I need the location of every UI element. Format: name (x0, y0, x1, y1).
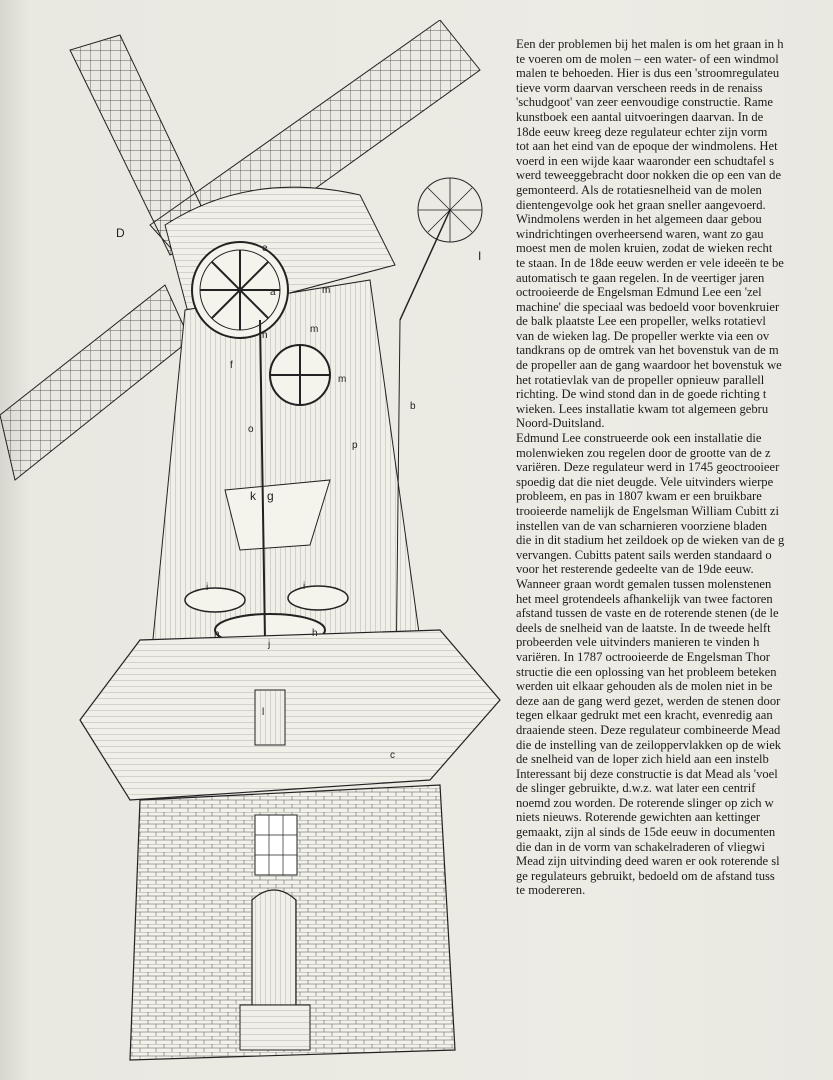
text-line: ge regulateurs gebruikt, bedoeld om de afstand tuss (516, 868, 775, 883)
label-c: c (390, 750, 395, 761)
label-D: D (116, 226, 125, 240)
text-line: de slinger gebruikte, d.w.z. wat later een centrif (516, 781, 756, 796)
text-line: de propeller aan de gang waardoor het bovenstuk we (516, 358, 782, 373)
text-line: werd teweeggebracht door nokken die op een van de (516, 168, 782, 183)
text-line: Mead zijn uitvinding deed waren er ook roterende sl (516, 854, 780, 869)
text-line: te modereren. (516, 883, 586, 898)
label-h-left: h (214, 629, 220, 640)
text-line: molenwieken zou regelen door de grootte van de z (516, 445, 771, 460)
text-line: Interessant bij deze constructie is dat Mead als 'voel (516, 766, 778, 781)
text-line: Wanneer graan wordt gemalen tussen molenstenen (516, 576, 772, 591)
text-line: tandkrans op de omtrek van het bovenstuk van de m (516, 343, 779, 358)
text-line: Een der problemen bij het malen is om het graan in h (516, 37, 784, 51)
text-line: malen te behoeden. Hier is dus een 'stroomregulateu (516, 66, 780, 81)
label-m-mid: m (310, 324, 319, 335)
text-line: te staan. In de 18de eeuw werden er vele ideeën te be (516, 255, 784, 270)
label-i-left: i (206, 582, 209, 593)
text-line: noemd zou worden. De roterende slinger op zich w (516, 795, 774, 810)
article-text-column (516, 37, 833, 898)
fantail-propeller (400, 178, 482, 320)
base-door (252, 890, 296, 1005)
text-line: die dan in de vorm van schakelraderen of vliegwi (516, 839, 765, 854)
text-line: Edmund Lee construeerde ook een installatie die (516, 431, 762, 446)
text-line: die de instelling van de zeiloppervlakken op de wiek (516, 737, 782, 752)
sail-left (0, 285, 190, 480)
text-line: 'schudgoot' van zeer eenvoudige constructie. Rame (516, 95, 774, 110)
text-line: het meel grotendeels afhankelijk van twee factoren (516, 591, 773, 606)
millstone-right (288, 586, 348, 610)
text-line: deze aan de gang werd gezet, werden de stenen door (516, 693, 781, 708)
label-I: I (478, 249, 482, 263)
label-e: e (262, 243, 268, 254)
label-o: o (248, 424, 254, 435)
text-line: trooieerde namelijk de Engelsman William Cubitt zi (516, 504, 779, 518)
text-line: probeerden vele uitvinders manieren te vinden h (516, 635, 760, 650)
text-line: van de wieken lag. De propeller werkte via een ov (516, 328, 770, 343)
label-g: g (267, 489, 274, 503)
text-line: octrooieerde de Engelsman Edmund Lee een 'zel (516, 285, 762, 300)
text-line: die in dit stadium het zeildoek op de wieken van de g (516, 533, 785, 548)
entrance-steps (240, 1005, 310, 1050)
text-line: instellen van de van scharnieren voorziene bladen (516, 518, 768, 533)
base-window (255, 815, 297, 875)
text-line: de balk plaatste Lee een propeller, welks rotatievl (516, 314, 766, 329)
text-line: Noord-Duitsland. (516, 416, 605, 431)
label-a: a (270, 287, 276, 298)
windmill-cutaway-illustration (0, 20, 510, 1065)
text-line: tieve vorm daarvan verscheen reeds in de renaiss (516, 80, 763, 95)
text-line: automatisch te gaan regelen. In de veertiger jaren (516, 270, 765, 285)
windmill-body (150, 280, 420, 670)
text-line: deels de snelheid van de laatste. In de tweede helft (516, 620, 771, 635)
text-line: structie die een oplossing van het probleem beteken (516, 664, 777, 679)
text-line: windrichtingen overheersend waren, want zo gau (516, 226, 764, 241)
text-line: dientengevolge ook het graan sneller aangevoerd. (516, 197, 766, 212)
text-line: werden uit elkaar gehouden als de molen niet in be (516, 679, 773, 694)
label-n: n (262, 330, 268, 341)
text-line: probleem, en pas in 1807 kwam er een bruikbare (516, 489, 762, 504)
text-line: tegen elkaar gedrukt met een kracht, evenredig aan (516, 708, 773, 723)
text-line: moest men de molen kruien, zodat de wieken recht (516, 241, 773, 256)
label-m-low: m (338, 374, 347, 385)
text-line: spoedig dat die niet deugde. Vele uitvinders wierpe (516, 474, 774, 489)
label-f: f (230, 360, 233, 371)
text-line: het rotatievlak van de propeller opnieuw parallell (516, 372, 765, 387)
label-l: l (262, 707, 265, 718)
text-line: niets nieuws. Roterende gewichten aan kettinger (516, 810, 761, 825)
text-line: gemaakt, zijn al sinds de 15de eeuw in documenten (516, 825, 776, 840)
text-line: de snelheid van de loper zich hield aan een instelb (516, 752, 769, 767)
label-p: p (352, 440, 358, 451)
text-line: afstand tussen de vaste en de roterende stenen (de le (516, 606, 779, 621)
text-line: Windmolens werden in het algemeen daar gebou (516, 212, 762, 227)
text-line: voor het resterende gedeelte van de 19de eeuw. (516, 562, 754, 577)
text-line: vervangen. Cubitts patent sails werden standaard o (516, 547, 772, 562)
text-line: kunstboek een aantal uitvoeringen daarvan. In de (516, 109, 764, 124)
label-b: b (410, 401, 416, 412)
wallower-gear (270, 345, 330, 405)
text-line: voerd in een wijde kaar waaronder een schudtafel s (516, 153, 775, 168)
text-line: variëren. Deze regulateur werd in 1745 geoctrooieer (516, 460, 780, 475)
millstone-left (185, 588, 245, 612)
text-line: tot aan het eind van de epoque der windmolens. Het (516, 139, 778, 154)
text-line: 18de eeuw kreeg deze regulateur echter zijn vorm (516, 124, 768, 139)
text-line: machine' die speciaal was bedoeld voor bovenkruier (516, 299, 780, 314)
text-line: gemonteerd. Als de rotatiesnelheid van de molen (516, 182, 762, 197)
label-j: j (268, 639, 271, 650)
text-line: draaiende steen. Deze regulateur combineerde Mead (516, 722, 781, 737)
text-line: te voeren om de molen – een water- of een windmol (516, 51, 779, 66)
label-i-right: i (303, 581, 306, 592)
label-m-top: m (322, 285, 331, 296)
text-line: richting. De wind stond dan in de goede richting t (516, 387, 767, 402)
text-line: variëren. In 1787 octrooieerde de Engelsman Thor (516, 649, 770, 664)
label-k: k (250, 489, 256, 503)
gallery-stage (80, 630, 500, 800)
text-line: wieken. Lees installatie kwam tot algemeen gebru (516, 401, 769, 416)
upper-door (255, 690, 285, 745)
label-h-right: h (312, 628, 318, 639)
